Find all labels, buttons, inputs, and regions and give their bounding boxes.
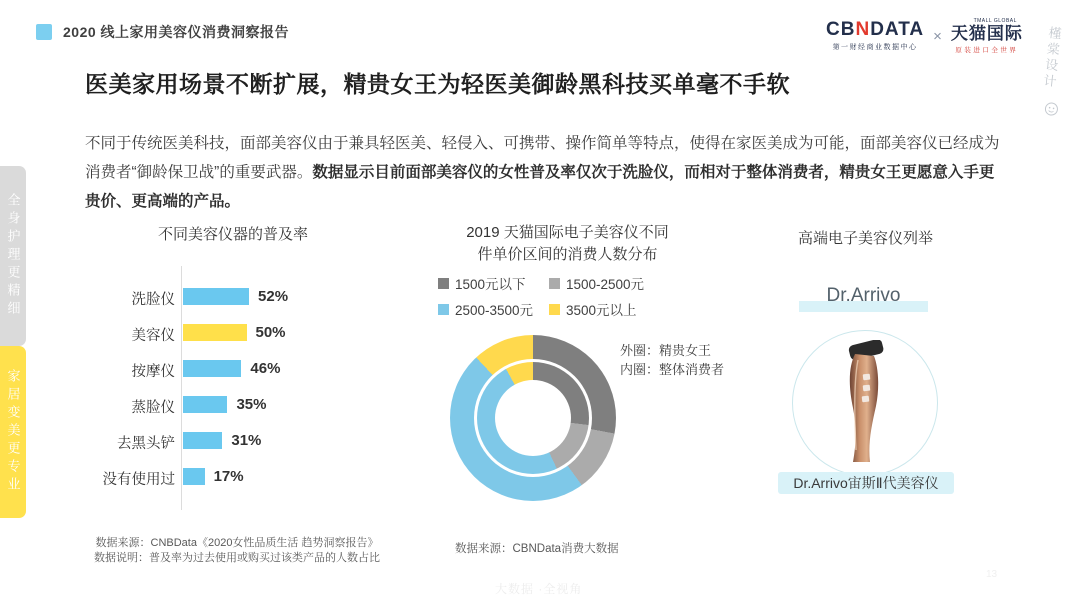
- report-header: [36, 22, 289, 42]
- beauty-device-image: [828, 340, 902, 473]
- bar-face-washer: [183, 288, 249, 305]
- bar-blackhead-remover: [183, 432, 222, 449]
- donut-title-line2: 件单价区间的消费人数分布: [477, 246, 658, 263]
- footnote-note-left: 数据说明：普及率为过去使用或购买过该类产品的人数占比: [94, 552, 380, 564]
- legend-under-1500: [438, 273, 526, 293]
- bar-label-never-used: 没有使用过: [102, 472, 175, 488]
- side-tab-body-care-label: 全身护理更精细: [5, 193, 21, 319]
- legend-2500-3500: [438, 299, 533, 319]
- right-watermark-text: 槿棠设计: [1040, 25, 1062, 91]
- bar-chart-footnotes: [83, 536, 391, 566]
- bar-value-never-used: 17%: [213, 468, 244, 485]
- cbndata-subtitle: 第一财经商业数据中心: [832, 44, 918, 51]
- bar-label-face-washer: 洗脸仪: [131, 292, 175, 308]
- bar-never-used: [183, 468, 205, 485]
- product-panel-title: 高端电子美容仪列举: [797, 230, 933, 247]
- donut-ring-annotation: [620, 341, 724, 379]
- donut-title-line1: 2019 天猫国际电子美容仪不同: [466, 224, 669, 241]
- donut-chart-footnote: 数据来源：CBNData消费大数据: [455, 543, 619, 555]
- bar-label-massager: 按摩仪: [131, 364, 175, 380]
- page-number: 13: [986, 569, 998, 580]
- bar-chart-title: 不同美容仪器的普及率: [157, 226, 308, 243]
- report-title: 2020 线上家用美容仪消费洞察报告: [63, 24, 290, 40]
- header-accent-square: [36, 24, 52, 40]
- side-tab-body-care: [0, 166, 26, 346]
- legend-swatch-2500-3500: [438, 304, 449, 315]
- cbndata-n-mark: N: [855, 19, 871, 40]
- intro-paragraph: [85, 129, 1003, 216]
- right-watermark: [1040, 26, 1062, 122]
- tmall-global-cn: 天猫国际: [950, 24, 1023, 43]
- donut-note-outer: 外圈：精贵女王: [620, 343, 712, 358]
- bar-label-face-steamer: 蒸脸仪: [131, 400, 175, 416]
- cbndata-cb: CB: [826, 19, 856, 40]
- legend-swatch-over-3500: [549, 304, 560, 315]
- donut-hole: [495, 380, 571, 456]
- logo-cross-separator: ×: [933, 27, 942, 45]
- intro-paragraph-bold: 数据显示目前面部美容仪的女性普及率仅次于洗脸仪，而相对于整体消费者，精贵女王更愿意入手更贵价、更高端的产品。: [85, 164, 995, 210]
- bar-label-beauty-device: 美容仪: [131, 328, 175, 344]
- legend-swatch-under-1500: [438, 278, 449, 289]
- product-caption: Dr.Arrivo宙斯Ⅱ代美容仪: [778, 472, 954, 494]
- legend-label-under-1500: 1500元以下: [455, 277, 526, 292]
- legend-over-3500: [549, 299, 637, 319]
- cbndata-logo: [826, 20, 924, 52]
- designer-monogram-icon: [1041, 100, 1060, 123]
- legend-swatch-1500-2500: [549, 278, 560, 289]
- side-tab-home-beauty: [0, 346, 26, 518]
- bar-value-beauty-device: 50%: [255, 324, 286, 341]
- tmall-global-logo: [951, 18, 1023, 54]
- bar-chart-axis-line: [181, 266, 182, 510]
- legend-label-1500-2500: 1500-2500元: [566, 277, 645, 292]
- bar-face-steamer: [183, 396, 227, 413]
- page-title: 医美家用场景不断扩展，精贵女王为轻医美御龄黑科技买单毫不手软: [85, 71, 790, 97]
- side-tab-home-beauty-label: 家居变美更专业: [5, 369, 21, 495]
- footnote-source-left: 数据来源：CNBData《2020女性品质生活 趋势洞察报告》: [95, 537, 379, 549]
- bar-massager: [183, 360, 241, 377]
- cbndata-wordmark: [826, 20, 924, 40]
- bottom-watermark: 大数据 ·全视角: [495, 582, 583, 596]
- bar-value-face-steamer: 35%: [236, 396, 267, 413]
- bar-value-blackhead-remover: 31%: [231, 432, 262, 449]
- legend-label-2500-3500: 2500-3500元: [455, 303, 534, 318]
- tmall-global-en: TMALL GLOBAL: [973, 18, 1017, 24]
- cbndata-data: DATA: [870, 19, 925, 40]
- intro-paragraph-normal: 不同于传统医美科技，面部美容仪由于兼具轻医美、轻侵入、可携带、操作简单等特点，使得在家医美成为可能，面部美容仪已经成为消费者“御龄保卫战”的重要武器。: [85, 135, 1000, 181]
- donut-note-inner: 内圈：整体消费者: [620, 362, 725, 377]
- bar-label-blackhead-remover: 去黑头铲: [117, 436, 175, 452]
- legend-label-over-3500: 3500元以上: [566, 303, 637, 318]
- bar-beauty-device: [183, 324, 247, 341]
- bar-value-massager: 46%: [250, 360, 281, 377]
- donut-chart-title: [415, 222, 720, 266]
- tmall-global-slogan: 原装进口全世界: [955, 47, 1019, 54]
- donut-outer-ring: [450, 335, 616, 501]
- bar-value-face-washer: 52%: [258, 288, 289, 305]
- brand-name: Dr.Arrivo: [826, 285, 901, 306]
- logo-group: [826, 18, 1023, 54]
- legend-1500-2500: [549, 273, 644, 293]
